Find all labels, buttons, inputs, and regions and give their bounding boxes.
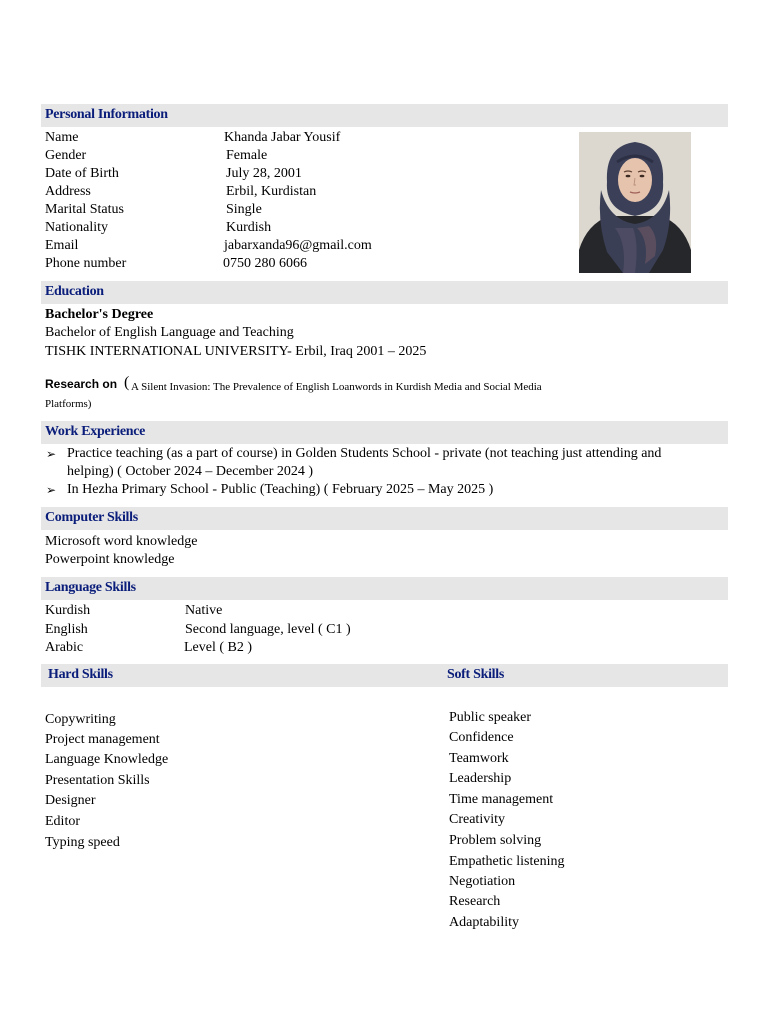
value-nationality: Kurdish [226,220,272,235]
label-nationality: Nationality [45,220,108,235]
section-title: Language Skills [45,580,136,595]
section-header-work-experience [41,421,728,444]
soft-skill-item: Time management [449,792,554,807]
language-name: Arabic [45,640,84,655]
label-address: Address [45,184,91,199]
soft-skill-item: Adaptability [449,915,519,930]
section-title: Personal Information [45,107,168,122]
hard-skill-item: Editor [45,814,80,829]
degree-title: Bachelor's Degree [45,307,154,322]
language-level: Native [185,603,223,618]
hard-skills-title: Hard Skills [48,667,113,682]
soft-skill-item: Confidence [449,730,514,745]
language-name: English [45,622,88,637]
soft-skill-item: Teamwork [449,751,509,766]
section-header-skills [41,664,728,687]
work-item-1-line-2: helping) ( October 2024 – December 2024 ) [67,464,314,479]
degree-program: Bachelor of English Language and Teaching [45,325,294,340]
soft-skill-item: Negotiation [449,874,516,889]
value-date-of-birth: July 28, 2001 [226,166,302,181]
label-phone-number: Phone number [45,256,127,271]
soft-skill-item: Creativity [449,812,505,827]
research-label: Research on [45,377,118,391]
language-name: Kurdish [45,603,91,618]
soft-skill-item: Problem solving [449,833,542,848]
computer-skill-item: Powerpoint knowledge [45,552,175,567]
section-title: Education [45,284,104,299]
bullet-arrow-icon: ➢ [46,483,57,497]
research-open-paren: ( [124,374,130,391]
hard-skill-item: Typing speed [45,835,120,850]
hard-skill-item: Project management [45,732,160,747]
bullet-arrow-icon: ➢ [46,447,57,461]
language-level: Second language, level ( C1 ) [185,622,351,637]
hard-skill-item: Copywriting [45,712,116,727]
computer-skill-item: Microsoft word knowledge [45,534,198,549]
soft-skills-title: Soft Skills [447,667,504,682]
section-header-education [41,281,728,304]
soft-skill-item: Empathetic listening [449,854,565,869]
value-marital-status: Single [226,202,262,217]
section-header-language-skills [41,577,728,600]
section-header-personal-information [41,104,728,127]
label-marital-status: Marital Status [45,202,124,217]
soft-skill-item: Public speaker [449,710,532,725]
soft-skill-item: Leadership [449,771,512,786]
label-name: Name [45,130,79,145]
soft-skill-item: Research [449,894,501,909]
label-gender: Gender [45,148,87,163]
value-email: jabarxanda96@gmail.com [224,238,372,253]
research-title-line2: Platforms) [45,398,92,410]
value-gender: Female [226,148,268,163]
work-item-2: In Hezha Primary School - Public (Teaching) ( February 2025 – May 2025 ) [67,482,494,497]
label-email: Email [45,238,79,253]
section-title: Work Experience [45,424,146,439]
hard-skill-item: Presentation Skills [45,773,150,788]
value-name: Khanda Jabar Yousif [224,130,341,145]
work-item-1-line-1: Practice teaching (as a part of course) in Golden Students School - private (not teaching just attending and [67,446,662,461]
section-header-computer-skills [41,507,728,530]
label-date-of-birth: Date of Birth [45,166,119,181]
hard-skill-item: Language Knowledge [45,752,169,767]
profile-photo [579,132,691,273]
university: TISHK INTERNATIONAL UNIVERSITY- Erbil, Iraq 2001 – 2025 [45,344,427,359]
research-title-line1: A Silent Invasion: The Prevalence of English Loanwords in Kurdish Media and Social Media [131,381,542,393]
hard-skill-item: Designer [45,793,96,808]
profile-photo-illustration [579,132,691,273]
section-title: Computer Skills [45,510,138,525]
value-phone-number: 0750 280 6066 [223,256,307,271]
language-level: Level ( B2 ) [184,640,253,655]
value-address: Erbil, Kurdistan [226,184,317,199]
